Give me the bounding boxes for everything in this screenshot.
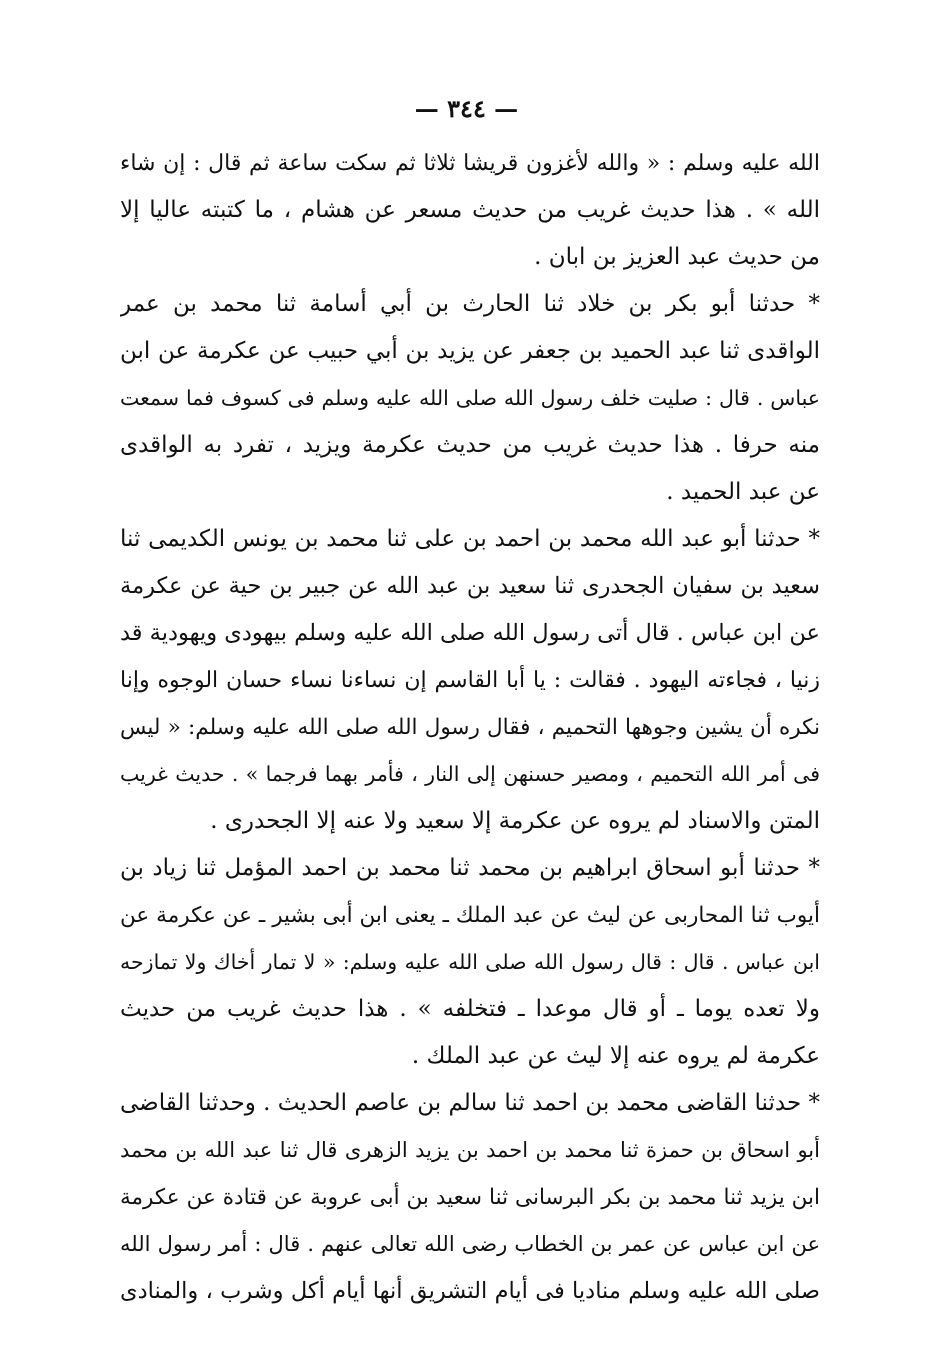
text-line: * حدثنا القاضى محمد بن احمد ثنا سالم بن عاصم الحديث . وحدثنا القاضى — [120, 1090, 820, 1116]
text-line: عن ابن عباس عن عمر بن الخطاب رضى الله تعالى عنهم . قال : أمر رسول الله — [120, 1232, 820, 1256]
text-line: عباس . قال : صليت خلف رسول الله صلى الله عليه وسلم فى كسوف فما سمعت — [120, 386, 820, 410]
text-line: فى أمر الله التحميم ، ومصير حسنهن إلى النار ، فأمر بهما فرجما » . حديث غريب — [120, 762, 820, 786]
text-line: ابن يزيد ثنا محمد بن بكر البرسانى ثنا سعيد بن أبى عروبة عن قتادة عن عكرمة — [120, 1185, 820, 1210]
text-line: الواقدى ثنا عبد الحميد بن جعفر عن يزيد بن أبي حبيب عن عكرمة عن ابن — [120, 338, 820, 364]
text-line: الله عليه وسلم : « والله لأغزون قريشا ثلاثا ثم سكت ساعة ثم قال : إن شاء — [120, 151, 820, 176]
text-line: أبو اسحاق بن حمزة ثنا محمد بن احمد بن يزيد الزهرى قال ثنا عبد الله بن محمد — [120, 1138, 820, 1162]
page-number: — ٣٤٤ — — [414, 94, 519, 123]
text-line: عن عبد الحميد . — [666, 479, 820, 505]
text-line: عكرمة لم يروه عنه إلا ليث عن عبد الملك . — [411, 1043, 820, 1069]
text-line: ولا تعده يوما ـ أو قال موعدا ـ فتخلفه » . هذا حديث غريب من حديث — [120, 996, 820, 1022]
text-line: منه حرفا . هذا حديث غريب من حديث عكرمة ويزيد ، تفرد به الواقدى — [120, 432, 820, 458]
text-line: المتن والاسناد لم يروه عن عكرمة إلا سعيد ولا عنه إلا الجحدرى . — [210, 808, 820, 834]
text-line: صلى الله عليه وسلم مناديا فى أيام التشريق أنها أيام أكل وشرب ، والمنادى — [120, 1278, 820, 1304]
text-line: زنيا ، فجاءته اليهود . فقالت : يا أبا القاسم إن نساءنا نساء حسان الوجوه وإنا — [120, 668, 820, 693]
text-line: * حدثنا أبو عبد الله محمد بن احمد بن على ثنا محمد بن يونس الكديمى ثنا — [120, 526, 820, 552]
text-line: نكره أن يشين وجوهها التحميم ، فقال رسول الله صلى الله عليه وسلم: « ليس — [120, 715, 820, 740]
text-line: أيوب ثنا المحاربى عن ليث عن عبد الملك ـ يعنى ابن أبى بشير ـ عن عكرمة عن — [120, 903, 820, 928]
text-line: ابن عباس . قال : قال رسول الله صلى الله عليه وسلم: « لا تمار أخاك ولا تمازحه — [120, 950, 820, 974]
text-line: عن ابن عباس . قال أتى رسول الله صلى الله عليه وسلم بيهودى ويهودية قد — [120, 620, 820, 646]
text-line: * حدثنا أبو بكر بن خلاد ثنا الحارث بن أبي أسامة ثنا محمد بن عمر — [120, 291, 820, 317]
text-line: * حدثنا أبو اسحاق ابراهيم بن محمد ثنا محمد بن احمد المؤمل ثنا زياد بن — [120, 855, 820, 881]
text-line: سعيد بن سفيان الجحدرى ثنا سعيد بن عبد الله عن جبير بن حية عن عكرمة — [120, 573, 820, 599]
text-line: الله » . هذا حديث غريب من حديث مسعر عن هشام ، ما كتبته عاليا إلا — [120, 197, 820, 223]
body-text — [120, 140, 820, 1315]
text-line: من حديث عبد العزيز بن ابان . — [534, 244, 820, 270]
